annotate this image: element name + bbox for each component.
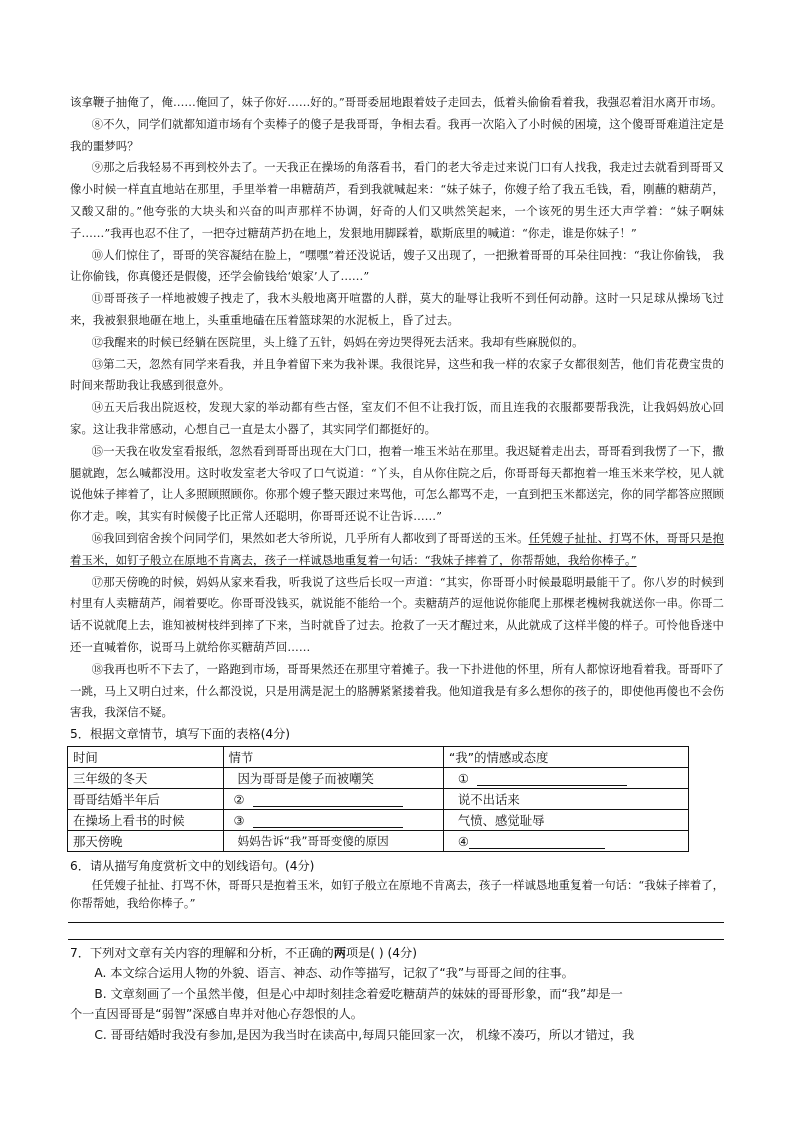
passage-paragraph-10: ⑩人们惊住了，哥哥的笑容凝结在脸上，“嘿嘿”着还没说话，嫂子又出现了，一把揪着哥哥的耳朵往回拽：“我让你偷钱， 我让你偷钱，你真傻还是假傻，还学会偷钱给‘娘家’人了……” — [70, 247, 724, 284]
header-emotion: “我”的情感或态度 — [443, 747, 688, 768]
question-6-title: 6．请从描写角度赏析文中的划线语句。(4分) — [70, 859, 315, 874]
page-content — [70, 92, 724, 1045]
answer-blank-3[interactable]: ③ — [223, 810, 443, 831]
answer-blank-1[interactable]: ① — [443, 768, 688, 789]
cell-time: 那天傍晚 — [68, 831, 224, 852]
cell-emotion: 说不出话来 — [443, 789, 688, 810]
table-row — [68, 768, 689, 789]
passage-paragraph-12: ⑫我醒来的时候已经躺在医院里，头上缝了五针，妈妈在旁边哭得死去活来。我却有些麻脱似的。 — [91, 334, 584, 349]
paragraph-16-text: ⑯我回到宿舍挨个问同学们，果然如老大爷所说，几乎所有人都收到了哥哥送的玉米。 — [91, 530, 529, 545]
cell-time: 三年级的冬天 — [68, 768, 224, 789]
cell-plot: 妈妈告诉“我”哥哥变傻的原因 — [223, 831, 443, 852]
passage-paragraph-16 — [70, 528, 724, 572]
cell-time: 哥哥结婚半年后 — [68, 789, 224, 810]
answer-line[interactable] — [68, 939, 724, 940]
passage-paragraph-9: ⑨那之后我轻易不再到校外去了。一天我正在操场的角落看书，看门的老大爷走过来说门口有人找我，我走过去就看到哥哥又像小时候一样直直地站在那里，手里举着一串糖葫芦，看到我就喊起来：“妹子妹子，你嫂子给了我五毛钱，看，刚蘸的糖葫芦，又酸又甜的。”他夸张的大块头和兴奋的叫声那样不协调，好奇的人们又哄然笑起来，一个该死的男生还大声学着：“妹子啊妹子……”我再也忍不住了，一把夺过糖葫芦扔在地上，发狠地用脚踩着，歇斯底里的喊道：“你走，谁是你妹子！” — [70, 160, 724, 240]
answer-blank-4[interactable]: ④ — [443, 831, 688, 852]
table-row — [68, 831, 689, 852]
table-row — [68, 810, 689, 831]
option-b: B. 文章刻画了一个虽然半傻，但是心中却时刻挂念着爱吃糖葫芦的妹妹的哥哥形象，而“我”却是一 — [94, 986, 623, 1001]
option-c: C. 哥哥结婚时我没有参加,是因为我当时在读高中,每周只能回家一次， 机缘不凑巧，所以才错过，我 — [94, 1027, 635, 1042]
header-plot: 情节 — [223, 747, 443, 768]
question-6-quote: 任凭嫂子扯扯、打骂不休，哥哥只是抱着玉米，如钉子般立在原地不肯离去，孩子一样诚恳地重复着一句话：“我妹子摔着了，你帮帮她，我给你棒子。” — [70, 878, 724, 911]
option-b-continued: 个一直因哥哥是“弱智”深感自卑并对他心存怨恨的人。 — [70, 1007, 363, 1022]
passage-paragraph-11: ⑪哥哥孩子一样地被嫂子拽走了，我木头般地离开喧嚣的人群，莫大的耻辱让我听不到任何动静。这时一只足球从操场飞过来，我被狠狠地砸在地上，头重重地磕在压着篮球架的水泥板上，昏了过去。 — [70, 291, 724, 327]
passage-paragraph-continued: 该拿鞭子抽俺了，俺……俺回了，妹子你好……好的。”哥哥委屈地跟着妓子走回去，低着头偷偷看着我，我强忍着泪水离开市场。 — [70, 95, 723, 109]
passage-paragraph-17: ⑰那天傍晚的时候，妈妈从家来看我，听我说了这些后长叹一声道：“其实，你哥哥小时候最聪明最能干了。你八岁的时候到村里有人卖糖葫芦，闹着要吃。你哥哥没钱买，就说能不能给一个。卖糖葫芦的逗他说你能爬上那棵老槐树我就送你一串。你哥二话不说就爬上去，谁知被树枝绊到摔了下来，当时就昏了过去。抢救了一天才醒过来，从此就成了这样半傻的样子。可怜他昏迷中还一直喊着你，说哥马上就给你买糖葫芦回…… — [70, 574, 724, 654]
passage-paragraph-18: ⑱我再也听不下去了，一路跑到市场，哥哥果然还在那里守着摊子。我一下扑进他的怀里，所有人都惊讶地看着我。哥哥吓了一跳，马上又明白过来，什么都没说，只是用满是泥土的胳膊紧紧搂着我。他知道我是有多么想你的孩子的，即使他再傻也不会伤害我，我深信不疑。 — [70, 661, 724, 720]
table-row — [68, 789, 689, 810]
question-5-title: 5．根据文章情节，填写下面的表格(4分) — [70, 727, 291, 742]
passage-paragraph-13: ⑬第二天，忽然有同学来看我，并且争着留下来为我补课。我很诧异，这些和我一样的农家子女都很刻苦，他们肯花费宝贵的时间来帮助我让我感到很意外。 — [70, 356, 724, 393]
option-a: A. 本文综合运用人物的外貌、语言、神态、动作等描写，记叙了“我”与哥哥之间的往事。 — [94, 966, 574, 981]
answer-blank-2[interactable]: ② — [223, 789, 443, 810]
cell-time: 在操场上看书的时候 — [68, 810, 224, 831]
answer-line[interactable] — [68, 922, 724, 923]
table-header-row — [68, 747, 689, 768]
cell-emotion: 气愤、感觉耻辱 — [443, 810, 688, 831]
header-time: 时间 — [68, 747, 224, 768]
passage-paragraph-15: ⑮一天我在收发室看报纸，忽然看到哥哥出现在大门口，抱着一堆玉米站在那里。我迟疑着走出去，哥哥看到我愣了一下，撒腿就跑，怎么喊都没用。这时收发室老大爷叹了口气说道：“丫头，自从你住院之后，你哥哥每天都抱着一堆玉米来学校，见人就说他妹子摔着了，让人多照顾照顾你。你那个嫂子整天跟过来骂他，可怎么都骂不走，一直到把玉米都送完，你的同学都答应照顾你才走。唉，其实有时候傻子比正常人还聪明，你哥哥还说不让告诉……” — [70, 443, 724, 524]
cell-plot: 因为哥哥是傻子而被嘲笑 — [223, 768, 443, 789]
underlined-sentence: 任凭嫂子扯扯、打骂不休，哥哥只是抱着玉米，如钉子般立在原地不肯离去，孩子一样诚恳地重复着一句话：“我妹子摔着了，你帮帮她，我给你棒子。” — [70, 530, 725, 567]
passage-paragraph-14: ⑭五天后我出院返校，发现大家的举动都有些古怪，室友们不但不让我打饭，而且连我的衣服都要帮我洗，让我妈妈放心回家。这让我非常感动，心想自己一直是太小器了，其实同学们都挺好的。 — [70, 400, 724, 436]
passage-paragraph-8: ⑧不久，同学们就都知道市场有个卖棒子的傻子是我哥哥，争相去看。我再一次陷入了小时候的困境，这个傻哥哥难道注定是我的噩梦吗？ — [70, 116, 724, 153]
question-5-table — [67, 746, 689, 852]
question-7-title: 7．下列对文章有关内容的理解和分析，不正确的两项是( ) (4分) — [70, 946, 417, 961]
